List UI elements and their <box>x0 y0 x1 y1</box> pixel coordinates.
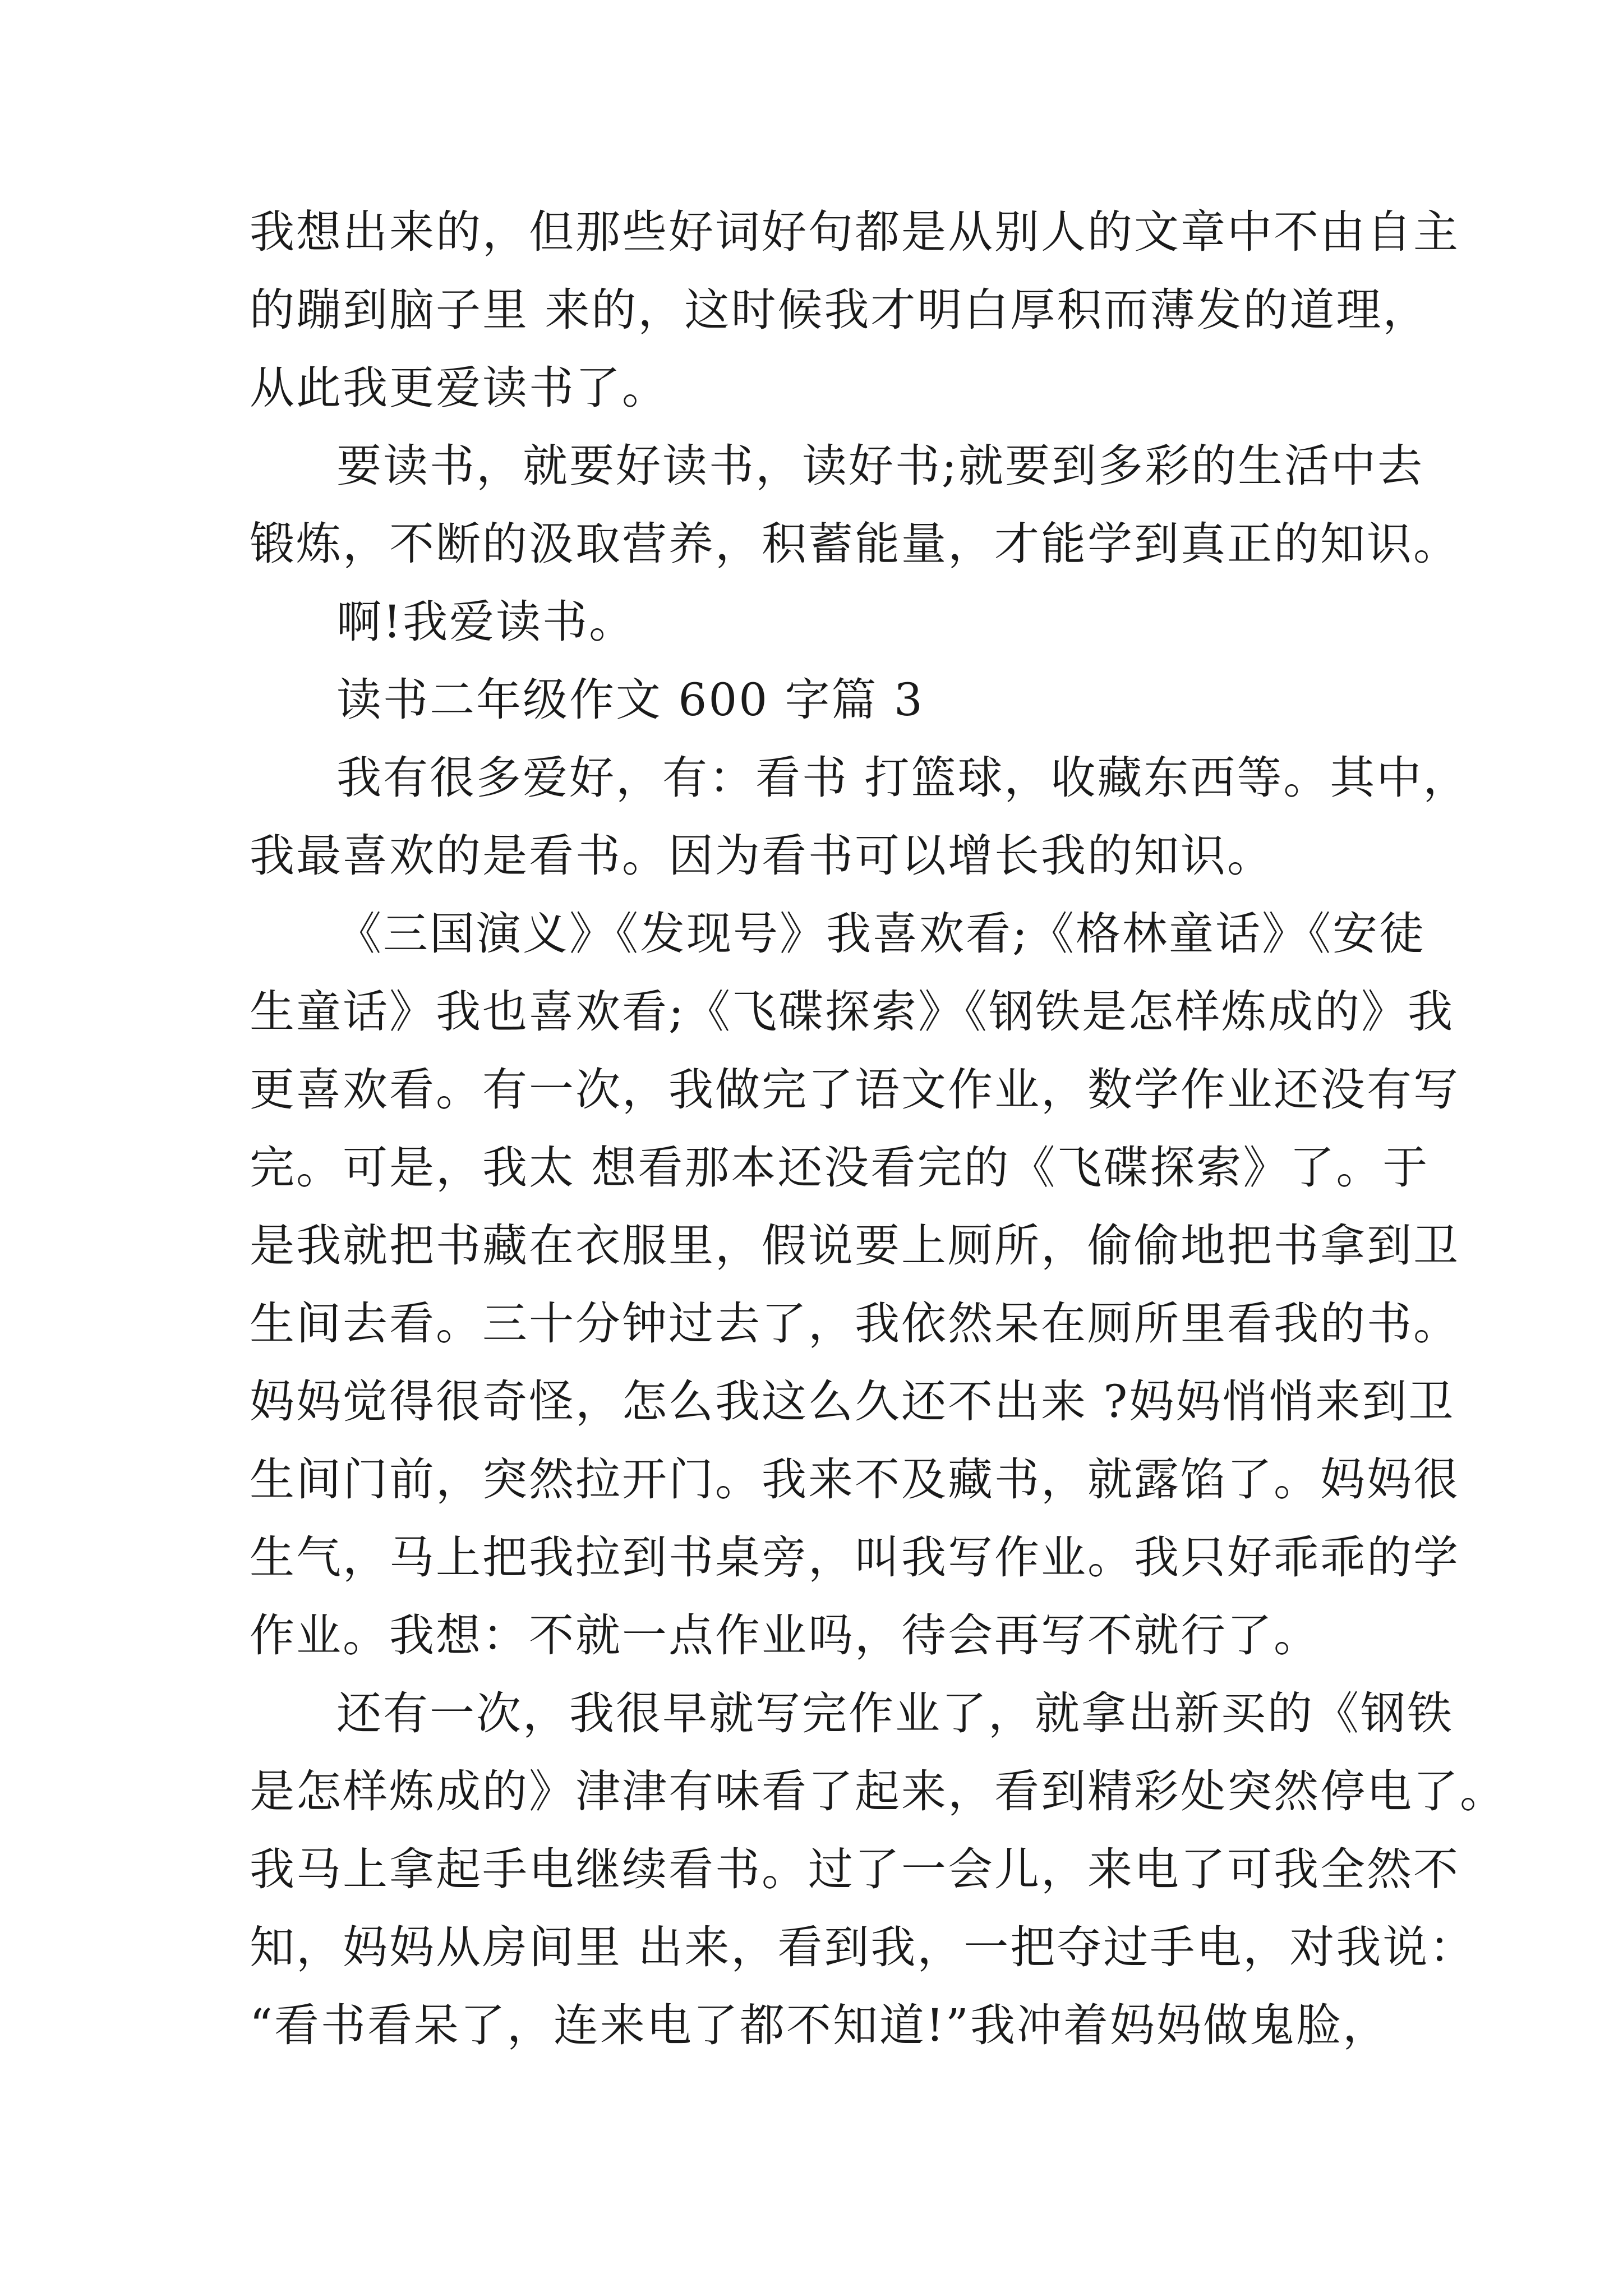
text-line: 是我就把书藏在衣服里，假说要上厕所，偷偷地把书拿到卫 <box>250 1220 1460 1272</box>
text-line: 作业。我想：不就一点作业吗，待会再写不就行了。 <box>250 1609 1320 1662</box>
text-line: 我有很多爱好，有：看书 打篮球，收藏东西等。其中， <box>336 752 1470 804</box>
text-line: 我想出来的，但那些好词好句都是从别人的文章中不由自主 <box>250 206 1460 258</box>
text-line: 更喜欢看。有一次，我做完了语文作业，数学作业还没有写 <box>250 1064 1460 1116</box>
text-line: 是怎样炼成的》津津有味看了起来，看到精彩处突然停电了。 <box>250 1765 1506 1818</box>
text-line: 生间门前，突然拉开门。我来不及藏书，就露馅了。妈妈很 <box>250 1453 1460 1506</box>
text-line: 还有一次，我很早就写完作业了，就拿出新买的《钢铁 <box>336 1687 1454 1740</box>
text-line: 生气，马上把我拉到书桌旁，叫我写作业。我只好乖乖的学 <box>250 1531 1460 1584</box>
text-line: 锻炼，不断的汲取营养，积蓄能量，才能学到真正的知识。 <box>250 518 1460 570</box>
text-line: 啊!我爱读书。 <box>336 596 636 648</box>
text-line: 完。可是，我太 想看那本还没看完的《飞碟探索》了。于 <box>250 1142 1430 1194</box>
text-line: “看书看呆了，连来电了都不知道!”我冲着妈妈做鬼脸， <box>250 1999 1389 2051</box>
text-line: 生童话》我也喜欢看;《飞碟探索》《钢铁是怎样炼成的》我 <box>250 986 1454 1038</box>
text-line: 的蹦到脑子里 来的，这时候我才明白厚积而薄发的道理， <box>250 284 1430 336</box>
text-line: 妈妈觉得很奇怪，怎么我这么久还不出来 ?妈妈悄悄来到卫 <box>250 1375 1455 1428</box>
section-heading: 读书二年级作文 600 字篇 3 <box>336 674 924 726</box>
text-line: 我最喜欢的是看书。因为看书可以增长我的知识。 <box>250 830 1274 882</box>
text-line: 生间去看。三十分钟过去了，我依然呆在厕所里看我的书。 <box>250 1297 1460 1350</box>
text-line: 《三国演义》《发现号》我喜欢看;《格林童话》《安徒 <box>336 908 1426 960</box>
text-line: 要读书，就要好读书，读好书;就要到多彩的生活中去 <box>336 440 1424 492</box>
text-line: 我马上拿起手电继续看书。过了一会儿，来电了可我全然不 <box>250 1843 1460 1895</box>
text-line: 从此我更爱读书了。 <box>250 362 668 414</box>
text-line: 知，妈妈从房间里 出来，看到我，一把夺过手电，对我说： <box>250 1921 1476 1973</box>
article-body <box>250 193 1506 2064</box>
